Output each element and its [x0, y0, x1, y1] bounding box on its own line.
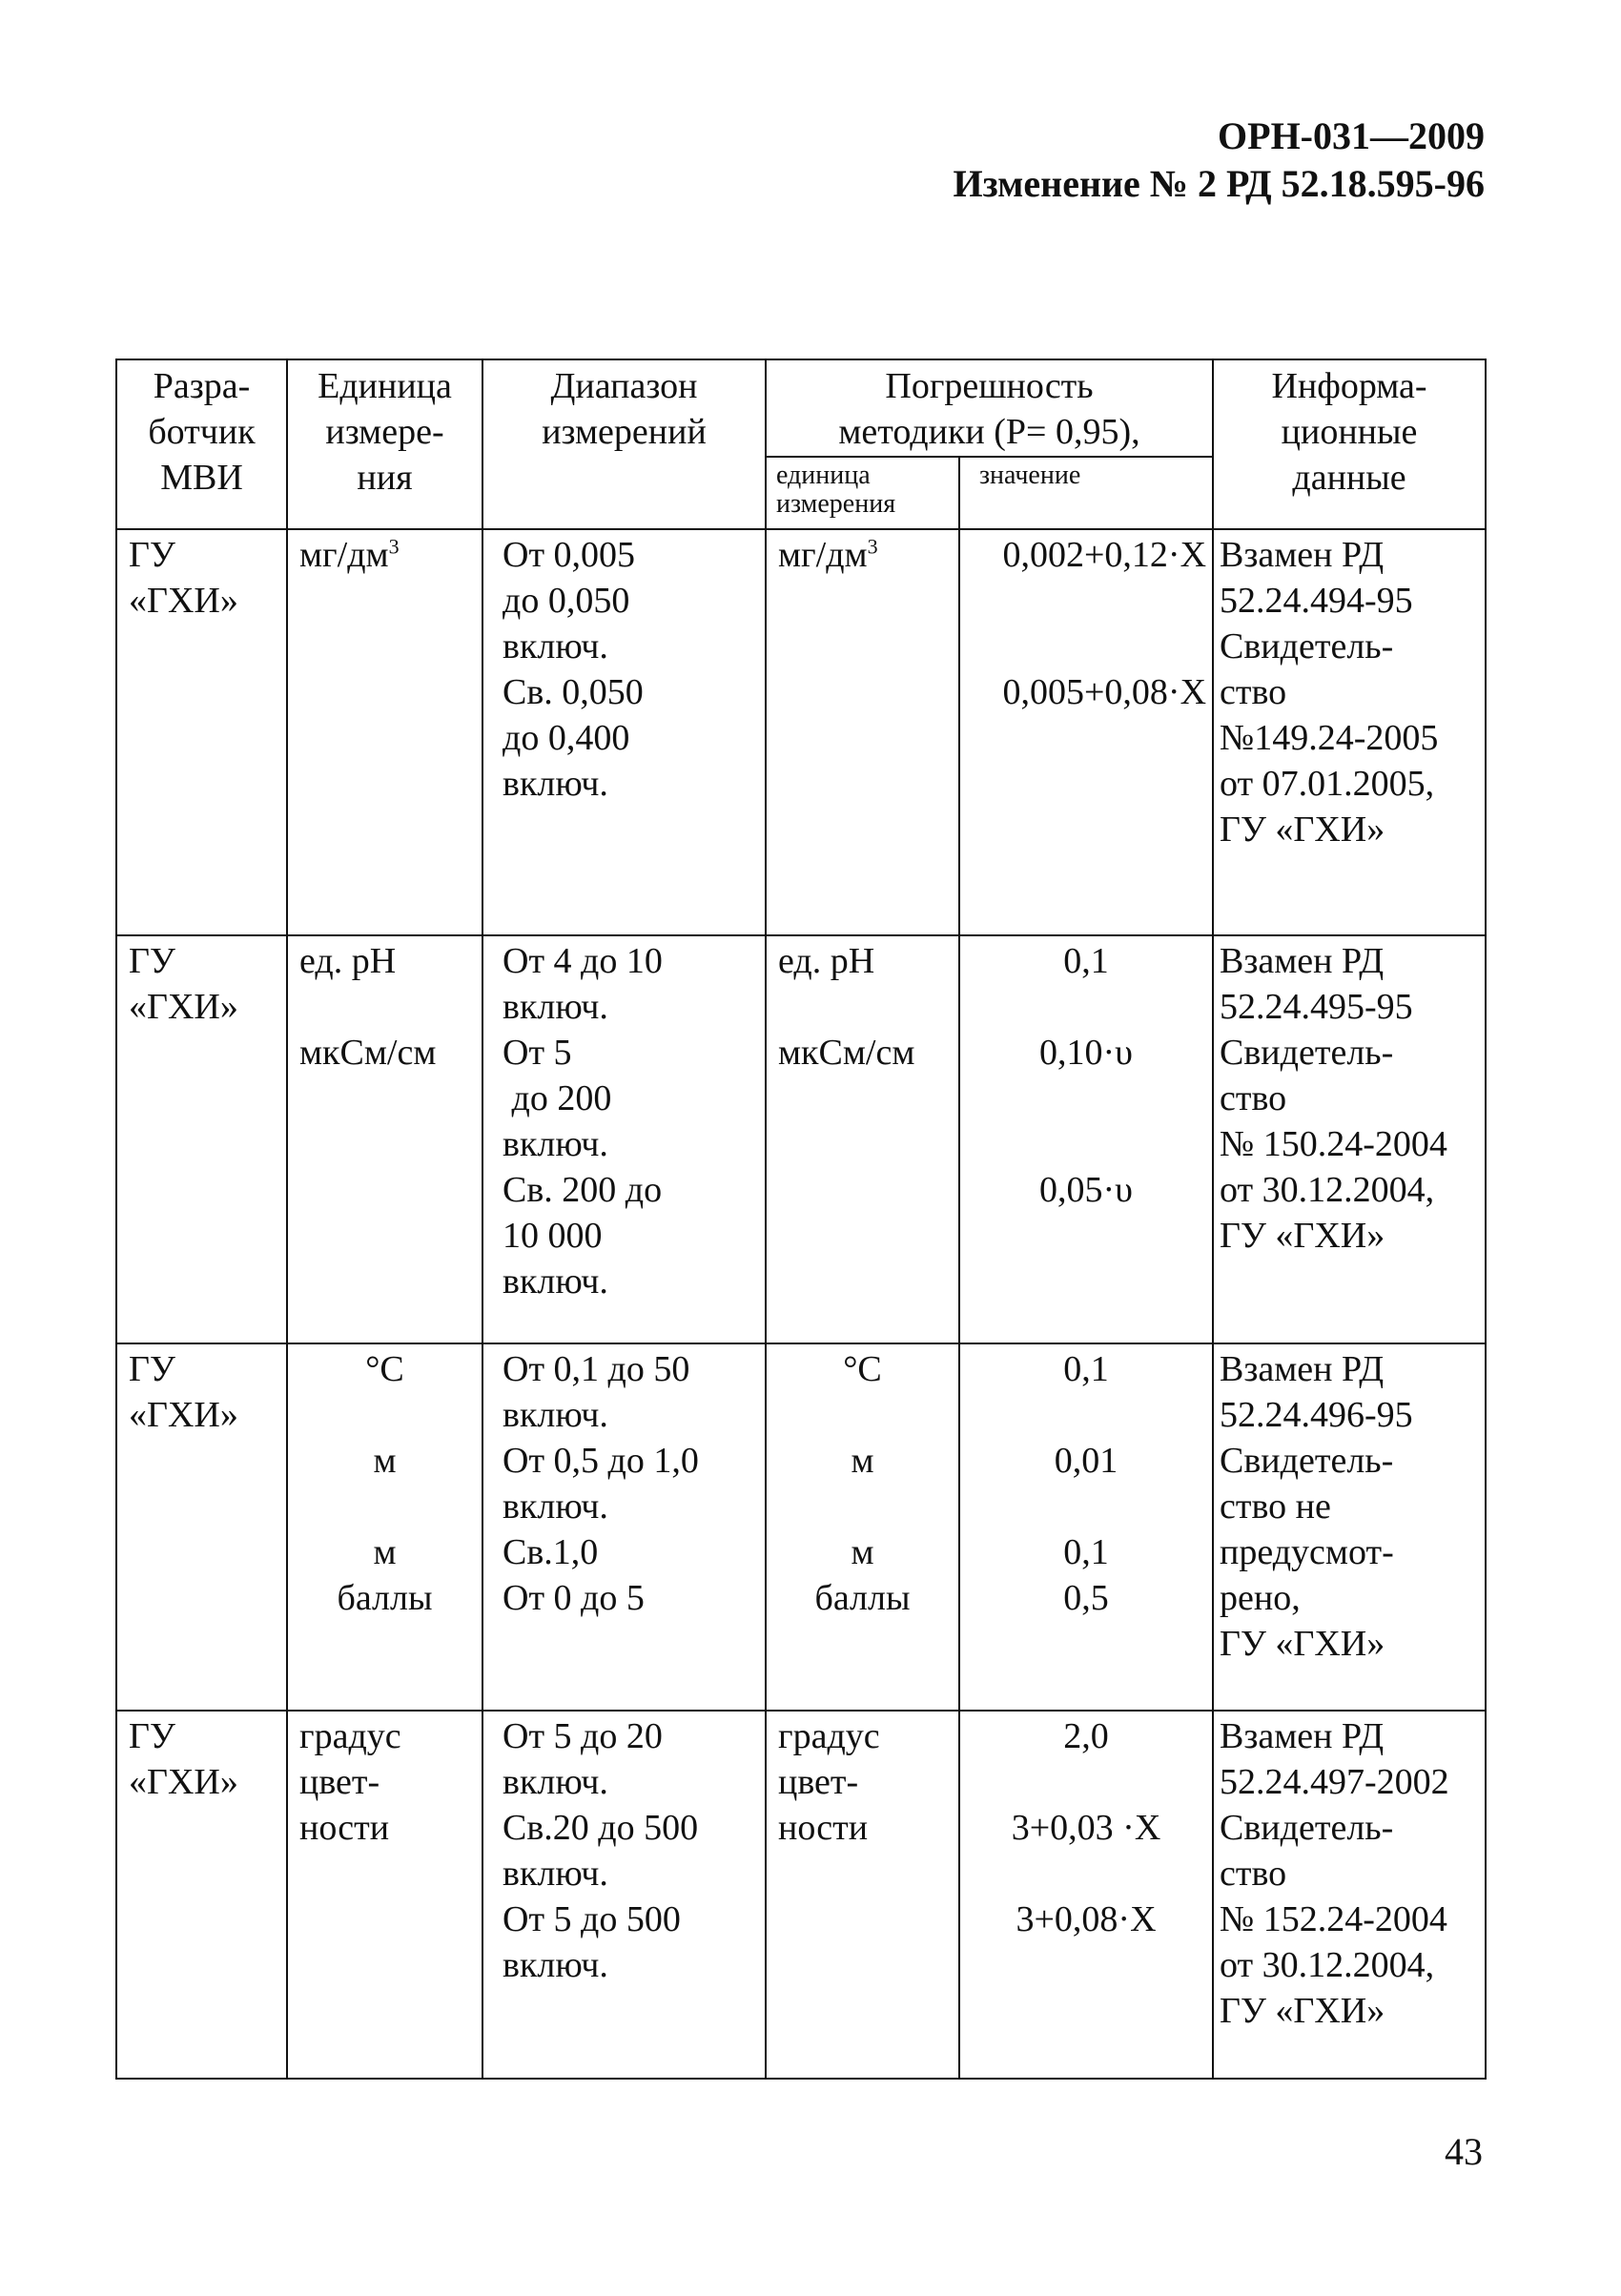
cell-error-unit: ед. рН мкСм/см	[766, 935, 959, 1343]
standard-code: ОРН-031—2009	[1218, 114, 1485, 157]
cell-range: От 5 до 20 включ. Св.20 до 500 включ. От 5 до 500 включ.	[482, 1711, 766, 2079]
cell-developer: ГУ «ГХИ»	[116, 935, 287, 1343]
header-error-value: значение	[959, 457, 1213, 529]
cell-range: От 0,005 до 0,050 включ. Св. 0,050 до 0,400 включ.	[482, 529, 766, 935]
cell-unit: $мг/дм^3$	[287, 529, 482, 935]
cell-error-unit: градус цвет- ности	[766, 1711, 959, 2079]
cell-error-unit: $мг/дм^3$	[766, 529, 959, 935]
cell-error-unit: °С м м баллы	[766, 1343, 959, 1711]
cell-range: От 4 до 10 включ. От 5 до 200 включ. Св. 200 до 10 000 включ.	[482, 935, 766, 1343]
cell-unit: ед. рН мкСм/см	[287, 935, 482, 1343]
header-unit: Единица измере- ния	[287, 359, 482, 529]
cell-info: Взамен РД 52.24.494-95 Свидетель- ство №149.24-2005 от 07.01.2005, ГУ «ГХИ»	[1213, 529, 1486, 935]
table-row	[116, 1343, 1486, 1711]
cell-error-value: 0,1 0,01 0,1 0,5	[959, 1343, 1213, 1711]
cell-error-value: 2,0 3+0,03 ·Х 3+0,08·Х	[959, 1711, 1213, 2079]
table-row	[116, 1711, 1486, 2079]
page-number: 43	[1445, 2130, 1483, 2173]
table-row	[116, 529, 1486, 935]
header-error: Погрешность методики (Р= 0,95),	[766, 359, 1213, 457]
cell-info: Взамен РД 52.24.497-2002 Свидетель- ство № 152.24-2004 от 30.12.2004, ГУ «ГХИ»	[1213, 1711, 1486, 2079]
cell-unit: °С м м баллы	[287, 1343, 482, 1711]
header-range: Диапазон измерений	[482, 359, 766, 529]
header-error-unit: единица измерения	[766, 457, 959, 529]
amendment-title: Изменение № 2 РД 52.18.595-96	[953, 162, 1485, 205]
cell-developer: ГУ «ГХИ»	[116, 1343, 287, 1711]
header-developer: Разра- ботчик МВИ	[116, 359, 287, 529]
cell-unit: градус цвет- ности	[287, 1711, 482, 2079]
header-row	[116, 359, 1486, 457]
methods-table	[115, 359, 1487, 2080]
cell-info: Взамен РД 52.24.496-95 Свидетель- ство не предусмот- рено, ГУ «ГХИ»	[1213, 1343, 1486, 1711]
cell-range: От 0,1 до 50 включ. От 0,5 до 1,0 включ. Св.1,0 От 0 до 5	[482, 1343, 766, 1711]
cell-developer: ГУ «ГХИ»	[116, 529, 287, 935]
cell-error-value: 0,1 0,10·υ 0,05·υ	[959, 935, 1213, 1343]
table-row	[116, 935, 1486, 1343]
document-header	[954, 113, 1485, 208]
cell-info: Взамен РД 52.24.495-95 Свидетель- ство № 150.24-2004 от 30.12.2004, ГУ «ГХИ»	[1213, 935, 1486, 1343]
header-info: Информа- ционные данные	[1213, 359, 1486, 529]
cell-developer: ГУ «ГХИ»	[116, 1711, 287, 2079]
cell-error-value: 0,002+0,12·Х 0,005+0,08·Х	[959, 529, 1213, 935]
